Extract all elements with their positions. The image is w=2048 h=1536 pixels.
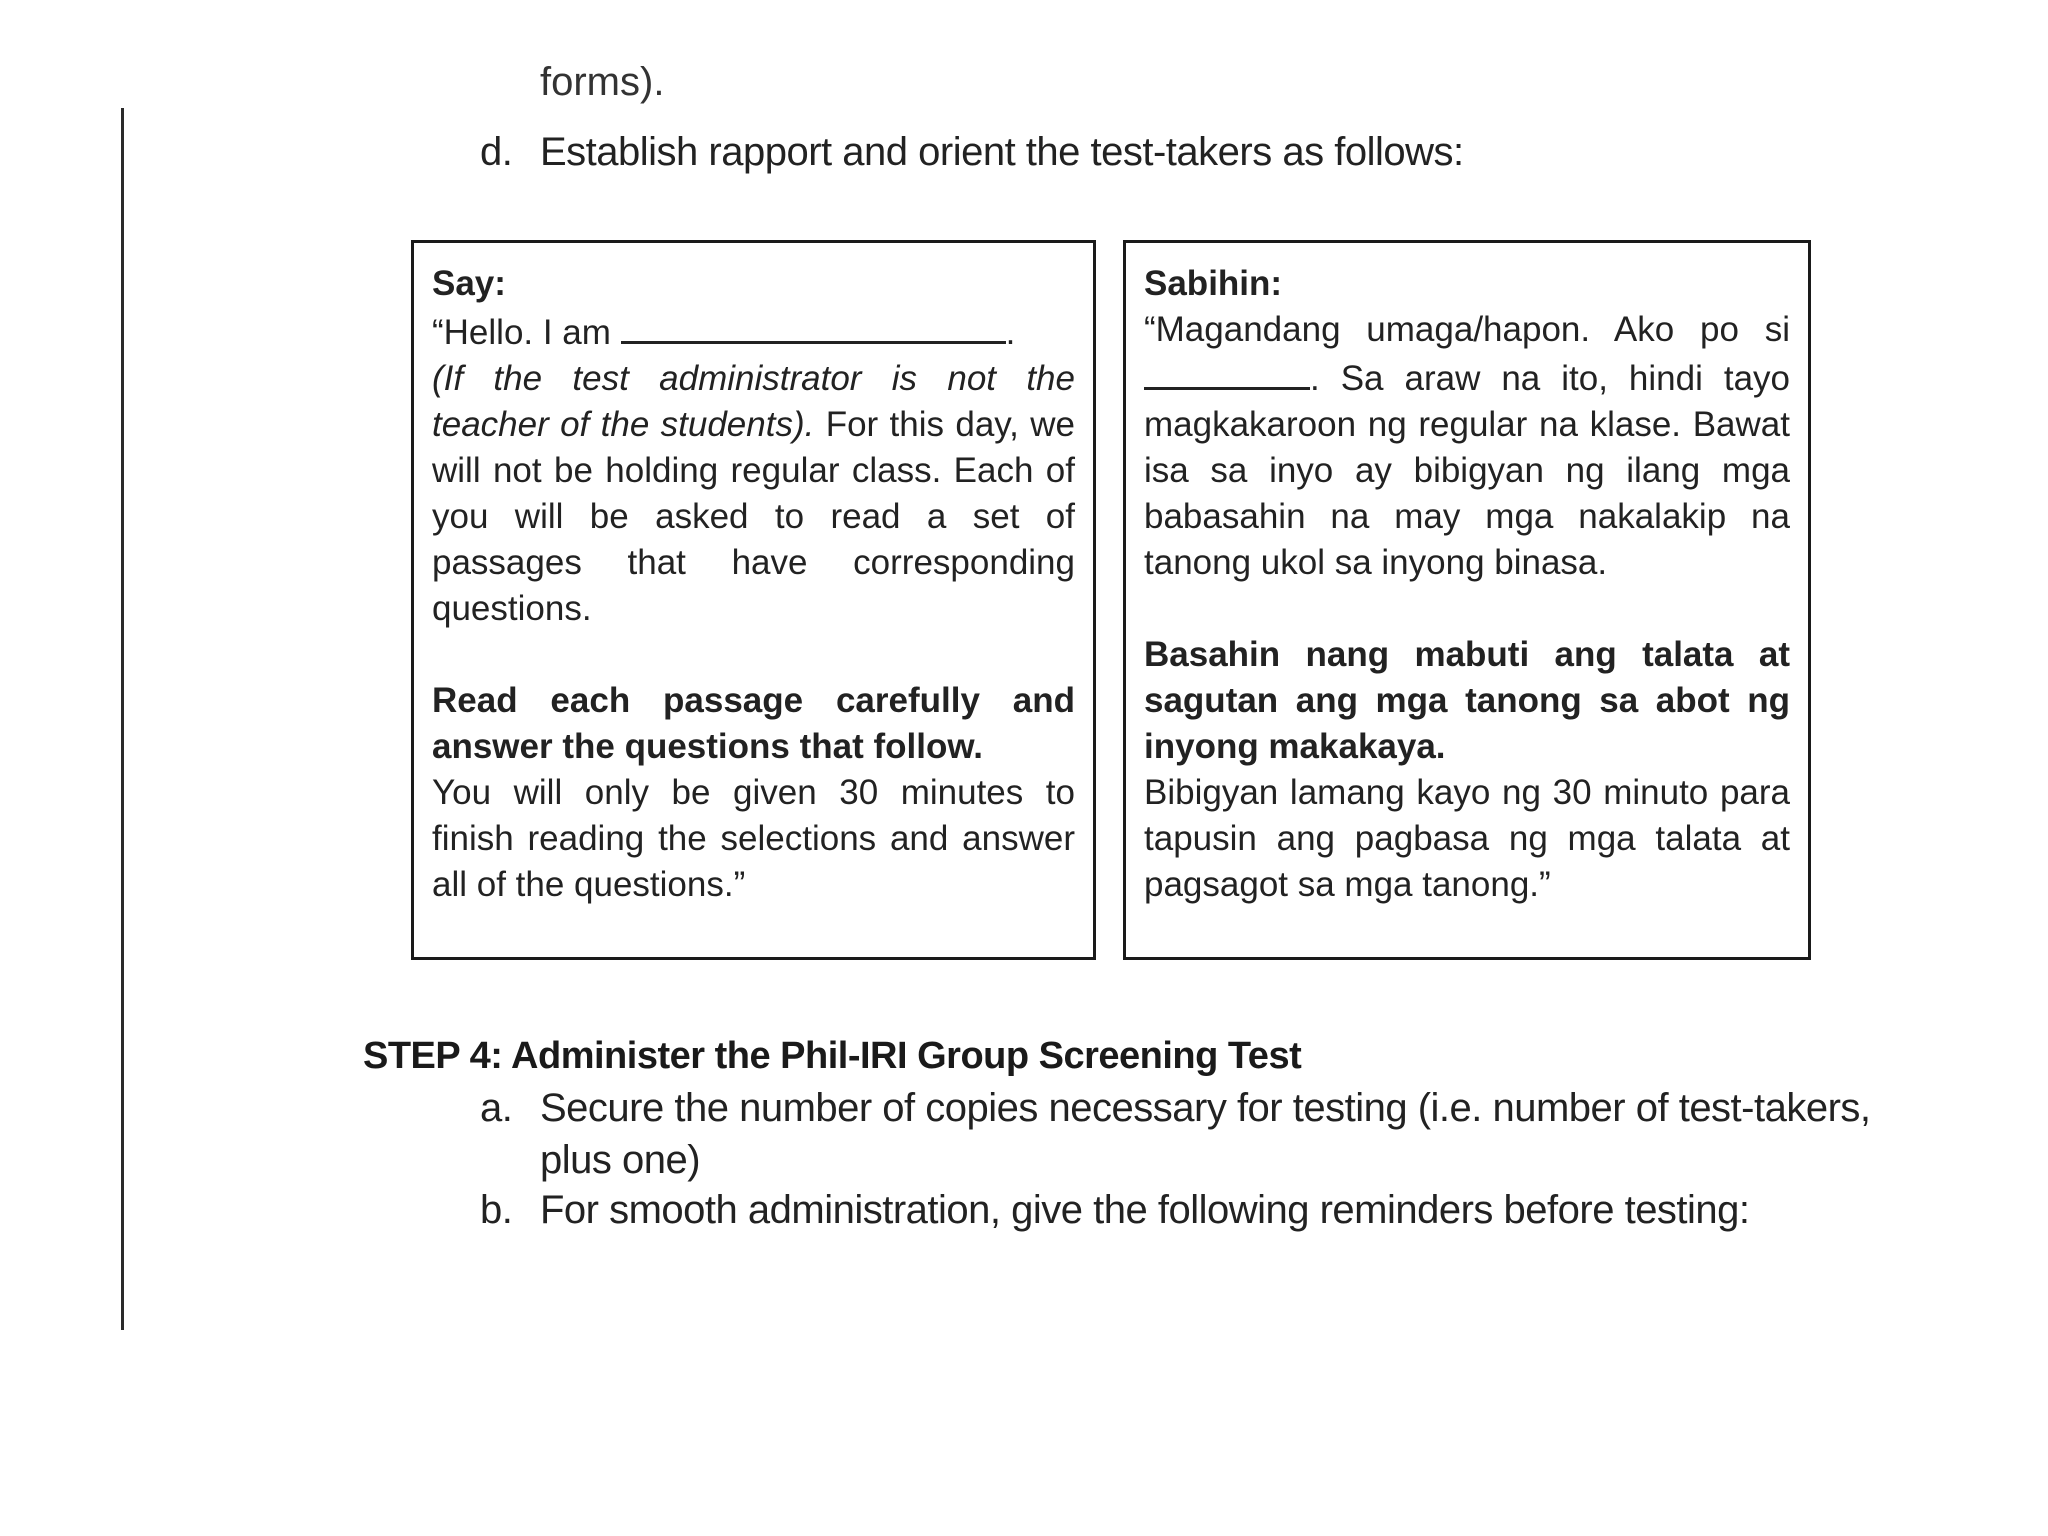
english-greeting: “Hello. I am (432, 313, 611, 352)
list-marker: a. (480, 1086, 513, 1130)
name-blank (1144, 353, 1310, 390)
filipino-box-title: Sabihin: (1144, 264, 1283, 303)
paragraph-gap (1144, 586, 1790, 632)
english-intro: For this day, we will not be holding regular class. Each of you will be asked to read a set of passages that have corresponding questions. (432, 405, 1075, 628)
english-greeting-line (432, 307, 1075, 356)
filipino-instruction: Basahin nang mabuti ang talata at sagutan ang mga tanong sa abot ng inyong makakaya. (1144, 635, 1790, 766)
cut-off-text: forms). (540, 60, 665, 104)
list-item-b (480, 1184, 1800, 1236)
list-item-a (480, 1082, 1871, 1186)
administrator-note: (If the test administrator is not the teacher of the students). (432, 359, 1075, 444)
filipino-intro-paragraph (1144, 307, 1790, 586)
filipino-greeting: “Magandang umaga/hapon. Ako po si (1144, 310, 1790, 349)
list-item-text: Secure the number of copies necessary for testing (i.e. number of test-takers, (540, 1086, 1871, 1130)
step-4-heading: STEP 4: Administer the Phil-IRI Group Screening Test (363, 1035, 1302, 1077)
english-instruction: Read each passage carefully and answer the questions that follow. (432, 681, 1075, 766)
list-marker: d. (480, 130, 513, 174)
english-time-note: You will only be given 30 minutes to finish reading the selections and answer all of the questions.” (432, 773, 1075, 904)
english-greeting-end: . (1005, 313, 1016, 352)
list-item-d (480, 126, 1480, 178)
english-box-title: Say: (432, 264, 506, 303)
list-item-text: For smooth administration, give the following reminders before testing: (540, 1188, 1750, 1232)
filipino-intro: . Sa araw na ito, hindi tayo magkakaroon ng regular na klase. Bawat isa sa inyo ay bibigyan ng ilang mga babasahin na may mga nakalakip na tanong ukol sa inyong binasa. (1144, 359, 1790, 582)
filipino-script-box (1123, 240, 1811, 960)
left-margin-rule (121, 108, 124, 1330)
list-item-text: Establish rapport and orient the test-takers as follows: (540, 130, 1464, 174)
list-item-text-continued: plus one) (540, 1138, 701, 1182)
name-blank (621, 307, 1006, 344)
list-marker: b. (480, 1188, 513, 1232)
cut-off-previous-line (540, 60, 680, 116)
filipino-time-note: Bibigyan lamang kayo ng 30 minuto para tapusin ang pagbasa ng mga talata at pagsagot sa mga tanong.” (1144, 773, 1790, 904)
english-script-box (411, 240, 1096, 960)
paragraph-gap (432, 632, 1075, 678)
english-intro-paragraph (432, 356, 1075, 632)
